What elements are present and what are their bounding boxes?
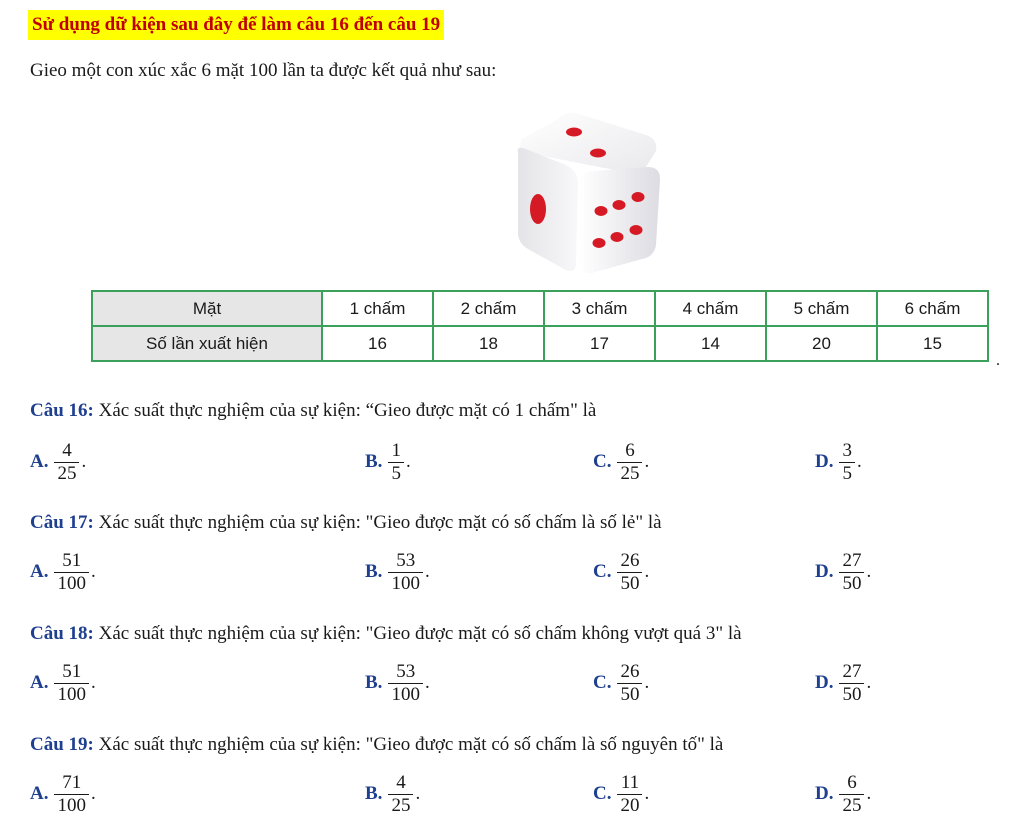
table-cell: 4 chấm bbox=[655, 291, 766, 326]
option-letter: B. bbox=[365, 672, 383, 693]
denominator: 100 bbox=[54, 794, 89, 817]
option-16-c[interactable] bbox=[593, 436, 649, 488]
question-number: Câu 19: bbox=[30, 734, 94, 755]
numerator: 1 bbox=[391, 439, 401, 461]
numerator: 3 bbox=[842, 439, 852, 461]
option-letter: A. bbox=[30, 672, 49, 693]
question-text: Xác suất thực nghiệm của sự kiện: "Gieo được mặt có số chấm không vượt quá 3" là bbox=[98, 623, 742, 644]
dice-pip bbox=[590, 149, 606, 158]
option-16-d[interactable] bbox=[815, 436, 862, 488]
fraction bbox=[54, 772, 89, 817]
denominator: 25 bbox=[839, 794, 864, 817]
option-19-a[interactable] bbox=[30, 768, 96, 820]
section-heading: Sử dụng dữ kiện sau đây để làm câu 16 đến câu 19 bbox=[28, 10, 444, 40]
option-letter: C. bbox=[593, 672, 612, 693]
fraction bbox=[388, 440, 404, 485]
numerator: 51 bbox=[62, 660, 82, 682]
fraction bbox=[54, 661, 89, 706]
question-text: Xác suất thực nghiệm của sự kiện: "Gieo được mặt có số chấm là số lẻ" là bbox=[98, 512, 662, 533]
dice-pip bbox=[630, 225, 643, 235]
option-16-a[interactable] bbox=[30, 436, 86, 488]
option-letter: B. bbox=[365, 451, 383, 472]
question-19 bbox=[30, 734, 723, 756]
table-trailing-dot: . bbox=[996, 352, 1000, 369]
numerator: 6 bbox=[625, 439, 635, 461]
table-cell: 2 chấm bbox=[433, 291, 544, 326]
option-end: . bbox=[90, 672, 96, 693]
dice-pip bbox=[593, 238, 606, 248]
option-letter: D. bbox=[815, 561, 834, 582]
fraction bbox=[839, 661, 864, 706]
fraction bbox=[388, 772, 413, 817]
numerator: 53 bbox=[396, 549, 416, 571]
denominator: 25 bbox=[617, 462, 642, 485]
fraction bbox=[388, 550, 423, 595]
question-text: Xác suất thực nghiệm của sự kiện: “Gieo được mặt có 1 chấm" là bbox=[98, 400, 597, 421]
question-17 bbox=[30, 512, 662, 534]
denominator: 5 bbox=[839, 462, 855, 485]
dice-pip bbox=[566, 128, 582, 137]
option-letter: D. bbox=[815, 783, 834, 804]
fraction bbox=[617, 440, 642, 485]
option-end: . bbox=[405, 451, 411, 472]
option-17-b[interactable] bbox=[365, 546, 430, 598]
option-letter: D. bbox=[815, 451, 834, 472]
option-end: . bbox=[644, 451, 650, 472]
dice-pip bbox=[611, 232, 624, 242]
option-17-d[interactable] bbox=[815, 546, 871, 598]
fraction bbox=[617, 661, 642, 706]
question-16 bbox=[30, 400, 596, 422]
numerator: 53 bbox=[396, 660, 416, 682]
option-19-c[interactable] bbox=[593, 768, 649, 820]
dice-pip bbox=[613, 200, 626, 210]
table-cell: 17 bbox=[544, 326, 655, 361]
table-cell: 6 chấm bbox=[877, 291, 988, 326]
denominator: 100 bbox=[388, 572, 423, 595]
dice-pip bbox=[530, 194, 546, 224]
question-18 bbox=[30, 623, 742, 645]
denominator: 20 bbox=[617, 794, 642, 817]
option-letter: A. bbox=[30, 561, 49, 582]
table-cell: Số lần xuất hiện bbox=[92, 326, 322, 361]
table-cell: 20 bbox=[766, 326, 877, 361]
fraction bbox=[839, 550, 864, 595]
table-row bbox=[92, 326, 988, 361]
dice-icon bbox=[506, 105, 671, 280]
option-18-c[interactable] bbox=[593, 657, 649, 709]
option-end: . bbox=[90, 783, 96, 804]
option-letter: D. bbox=[815, 672, 834, 693]
option-end: . bbox=[644, 672, 650, 693]
denominator: 100 bbox=[388, 683, 423, 706]
option-letter: A. bbox=[30, 451, 49, 472]
numerator: 26 bbox=[620, 549, 640, 571]
option-18-d[interactable] bbox=[815, 657, 871, 709]
option-16-b[interactable] bbox=[365, 436, 411, 488]
table-cell: 18 bbox=[433, 326, 544, 361]
option-letter: B. bbox=[365, 561, 383, 582]
denominator: 50 bbox=[839, 683, 864, 706]
denominator: 50 bbox=[839, 572, 864, 595]
table-cell: 15 bbox=[877, 326, 988, 361]
fraction bbox=[54, 440, 79, 485]
numerator: 6 bbox=[847, 771, 857, 793]
intro-text: Gieo một con xúc xắc 6 mặt 100 lần ta được kết quả như sau: bbox=[30, 60, 497, 81]
table-cell: Mặt bbox=[92, 291, 322, 326]
numerator: 26 bbox=[620, 660, 640, 682]
denominator: 25 bbox=[388, 794, 413, 817]
option-19-b[interactable] bbox=[365, 768, 420, 820]
option-end: . bbox=[644, 561, 650, 582]
option-17-c[interactable] bbox=[593, 546, 649, 598]
numerator: 27 bbox=[842, 660, 862, 682]
numerator: 11 bbox=[620, 771, 640, 793]
question-number: Câu 16: bbox=[30, 400, 94, 421]
fraction bbox=[617, 772, 642, 817]
option-end: . bbox=[866, 783, 872, 804]
option-letter: B. bbox=[365, 783, 383, 804]
option-end: . bbox=[424, 561, 430, 582]
table-cell: 3 chấm bbox=[544, 291, 655, 326]
table-cell: 5 chấm bbox=[766, 291, 877, 326]
fraction bbox=[54, 550, 89, 595]
numerator: 51 bbox=[62, 549, 82, 571]
denominator: 100 bbox=[54, 572, 89, 595]
option-end: . bbox=[415, 783, 421, 804]
option-letter: C. bbox=[593, 783, 612, 804]
option-18-a[interactable] bbox=[30, 657, 96, 709]
numerator: 27 bbox=[842, 549, 862, 571]
numerator: 4 bbox=[62, 439, 72, 461]
option-end: . bbox=[81, 451, 87, 472]
table-cell: 1 chấm bbox=[322, 291, 433, 326]
denominator: 5 bbox=[388, 462, 404, 485]
denominator: 50 bbox=[617, 572, 642, 595]
fraction bbox=[839, 440, 855, 485]
question-number: Câu 17: bbox=[30, 512, 94, 533]
frequency-table bbox=[91, 290, 989, 362]
denominator: 50 bbox=[617, 683, 642, 706]
option-letter: C. bbox=[593, 451, 612, 472]
numerator: 4 bbox=[396, 771, 406, 793]
option-letter: A. bbox=[30, 783, 49, 804]
table-header-row bbox=[92, 291, 988, 326]
fraction bbox=[388, 661, 423, 706]
option-end: . bbox=[424, 672, 430, 693]
denominator: 25 bbox=[54, 462, 79, 485]
option-end: . bbox=[866, 561, 872, 582]
fraction bbox=[617, 550, 642, 595]
question-text: Xác suất thực nghiệm của sự kiện: "Gieo được mặt có số chấm là số nguyên tố" là bbox=[98, 734, 724, 755]
option-end: . bbox=[856, 451, 862, 472]
fraction bbox=[839, 772, 864, 817]
option-17-a[interactable] bbox=[30, 546, 96, 598]
numerator: 71 bbox=[62, 771, 82, 793]
dice-pip bbox=[595, 206, 608, 216]
option-19-d[interactable] bbox=[815, 768, 871, 820]
denominator: 100 bbox=[54, 683, 89, 706]
table-cell: 16 bbox=[322, 326, 433, 361]
option-letter: C. bbox=[593, 561, 612, 582]
option-end: . bbox=[90, 561, 96, 582]
table-cell: 14 bbox=[655, 326, 766, 361]
question-number: Câu 18: bbox=[30, 623, 94, 644]
dice-pip bbox=[632, 192, 645, 202]
option-18-b[interactable] bbox=[365, 657, 430, 709]
option-end: . bbox=[866, 672, 872, 693]
option-end: . bbox=[644, 783, 650, 804]
